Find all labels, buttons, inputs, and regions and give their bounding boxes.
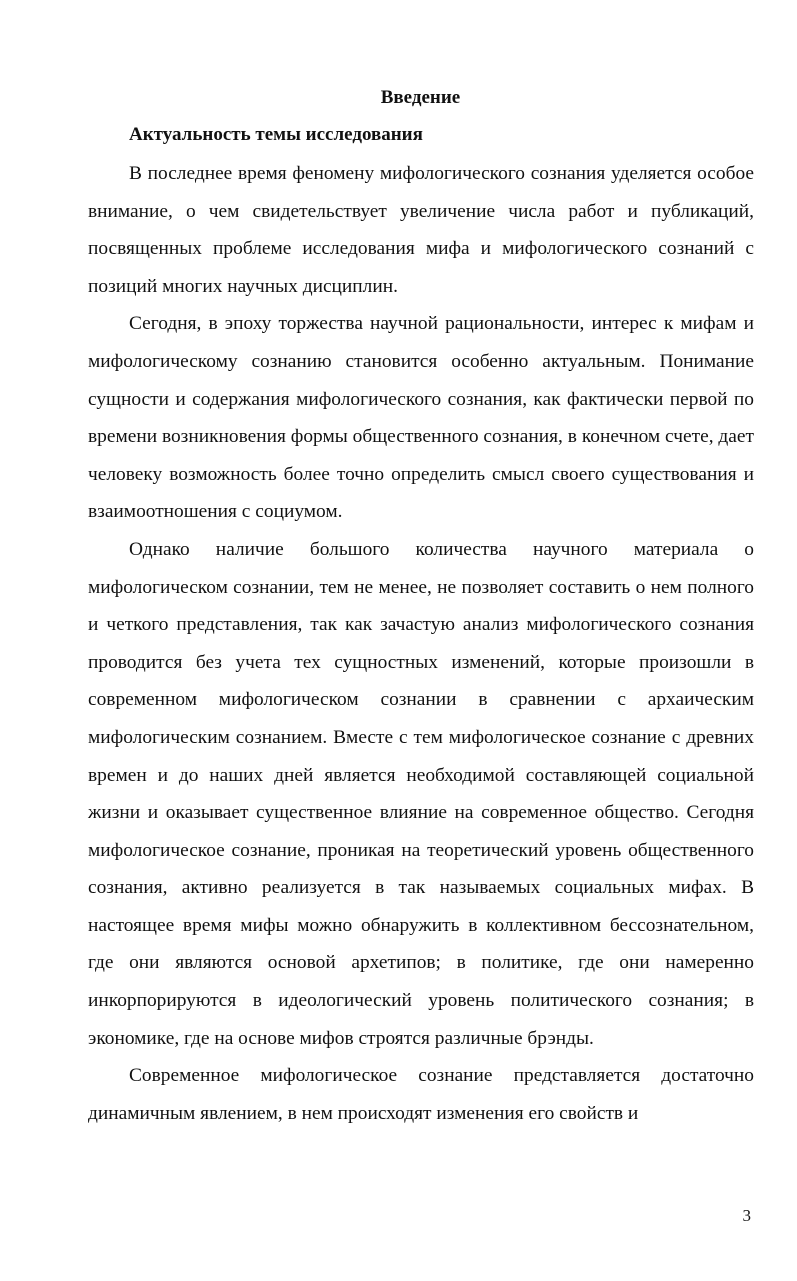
- page-title: Введение: [380, 87, 461, 108]
- body-text: [88, 155, 754, 1132]
- paragraph-2: Сегодня, в эпоху торжества научной рациональности, интерес к мифам и мифологическому сознанию становится особенно актуальным. Понимание сущности и содержания мифологического сознания, как фактически первой по времени возникновения формы общественного сознания, в конечном счете, дает человеку возможность более точно определить смысл своего существования и взаимоотношения с социумом.: [88, 313, 754, 523]
- page-number: 3: [742, 1206, 751, 1225]
- section-heading: Актуальность темы исследования: [129, 124, 423, 145]
- paragraph-1: В последнее время феномену мифологического сознания уделяется особое внимание, о чем свидетельствует увеличение числа работ и публикаций, посвященных проблеме исследования мифа и мифологического сознаний с позиций многих научных дисциплин.: [88, 163, 754, 297]
- paragraph-3: Однако наличие большого количества научного материала о мифологическом сознании, тем не менее, не позволяет составить о нем полного и четкого представления, так как зачастую анализ мифологического сознания проводится без учета тех сущностных изменений, которые произошли в современном мифологическом сознании в сравнении с архаическим мифологическим сознанием. Вместе с тем мифологическое сознание с древних времен и до наших дней является необходимой составляющей социальной жизни и оказывает существенное влияние на современное общество. Сегодня мифологическое сознание, проникая на теоретический уровень общественного сознания, активно реализуется в так называемых социальных мифах. В настоящее время мифы можно обнаружить в коллективном бессознательном, где они являются основой архетипов; в политике, где они намеренно инкорпорируются в идеологический уровень политического сознания; в экономике, где на основе мифов строятся различные брэнды.: [88, 538, 754, 1049]
- paragraph-4: Современное мифологическое сознание представляется достаточно динамичным явлением, в нем происходят изменения его свойств и: [88, 1065, 754, 1124]
